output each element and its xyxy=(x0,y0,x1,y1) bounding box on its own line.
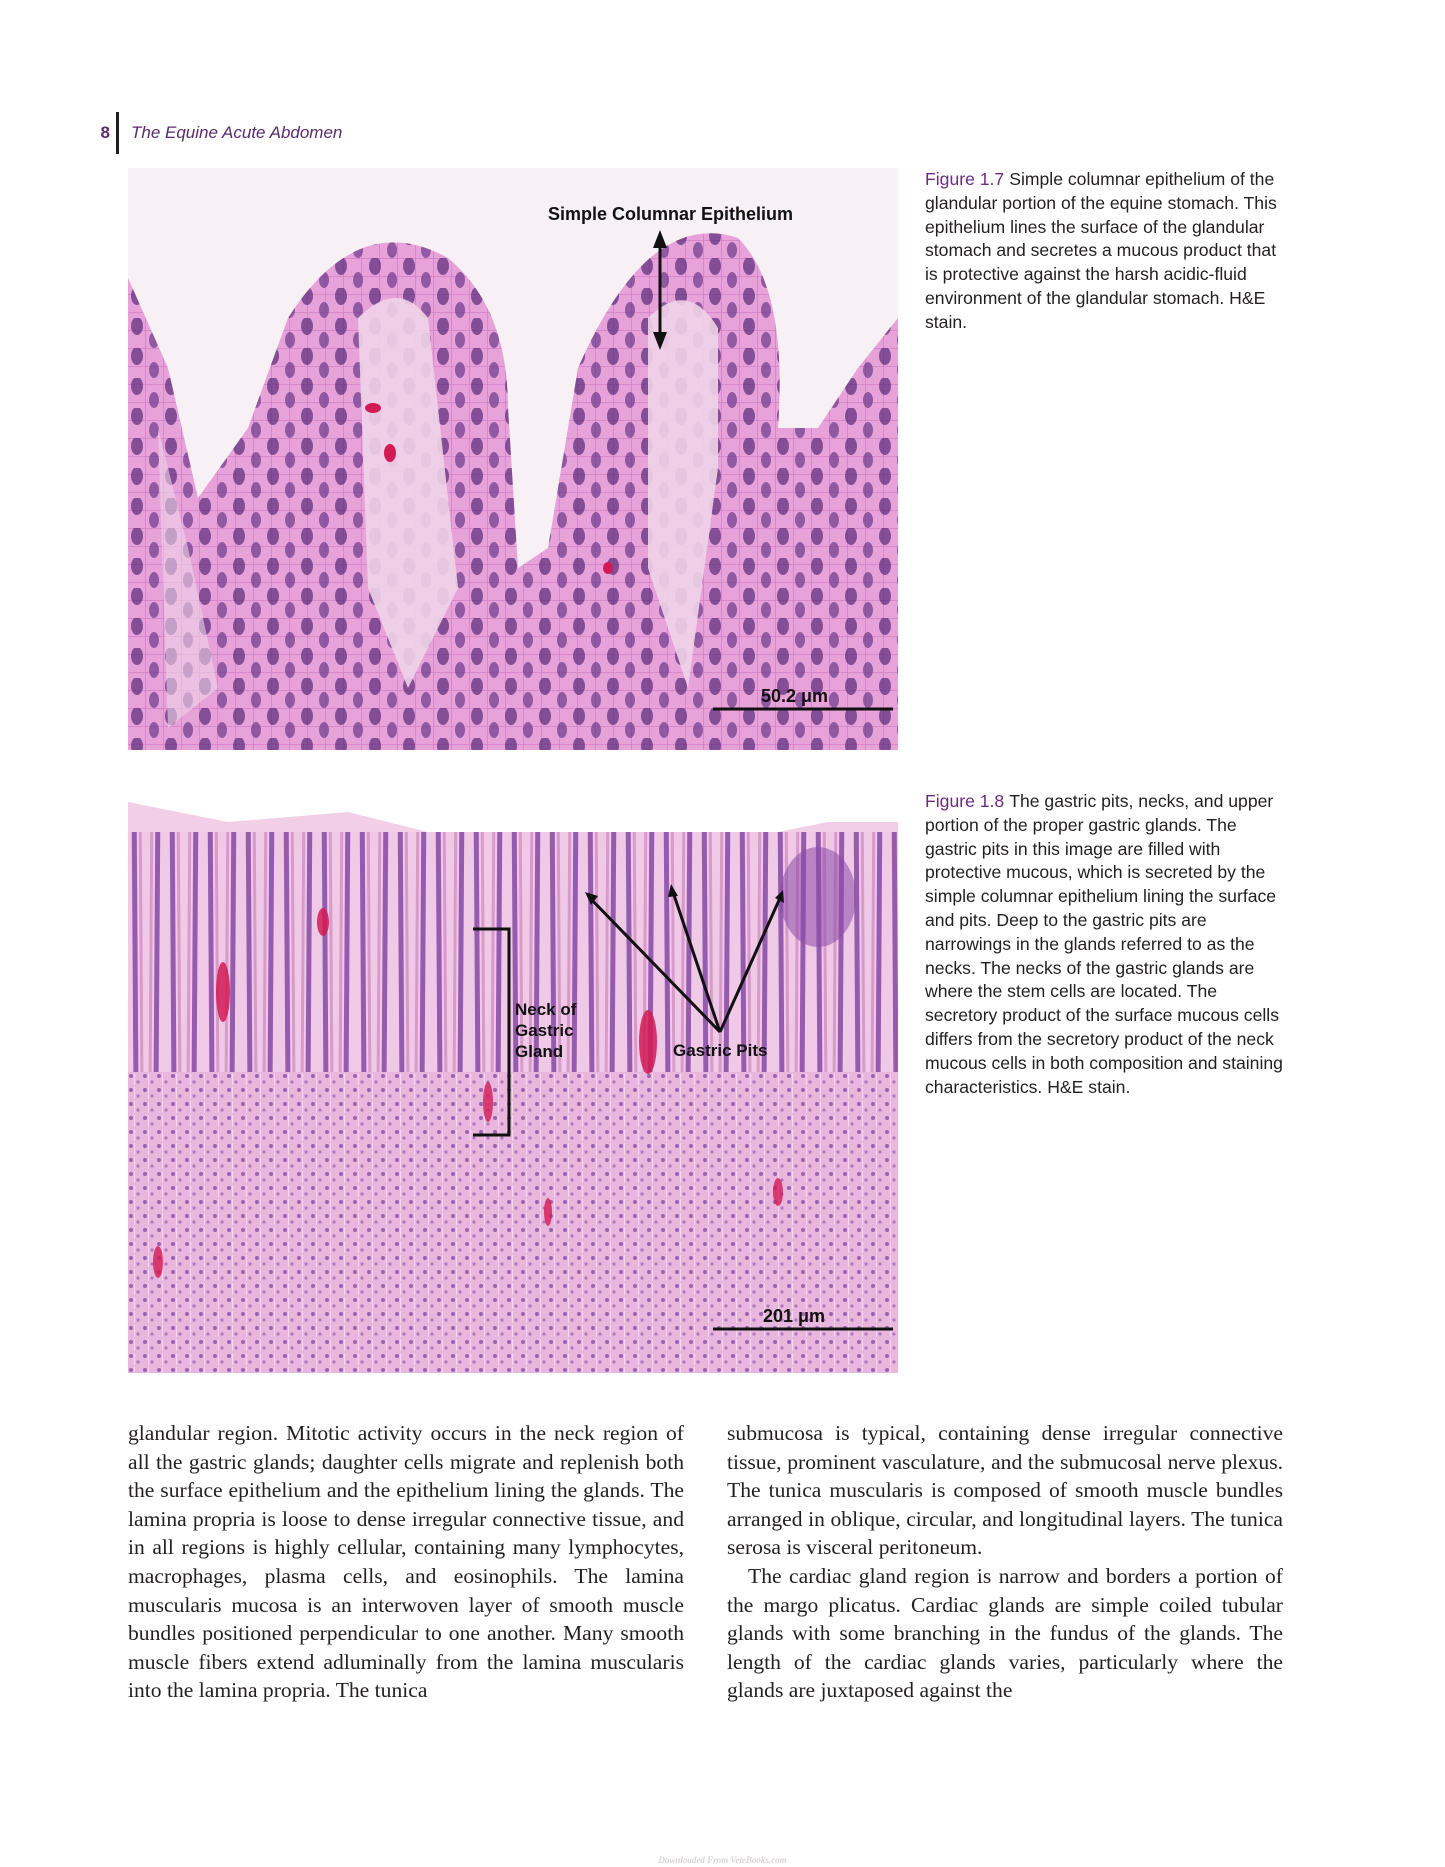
scale-bar-label-1: 50.2 μm xyxy=(761,686,829,706)
body-paragraph: glandular region. Mitotic activity occurs in the neck region of all the gastric glands; daughter cells migrate and replenish both the surface epithelium and the epithelium lining the glands. The lamina propria is loose to dense irregular connective tissue, and in all regions is highly cellular, containing many lymphocytes, macrophages, plasma cells, and eosinophils. The lamina muscularis mucosa is an interwoven layer of smooth muscle bundles positioned perpendicular to one another. Many smooth muscle fibers extend adluminally from the lamina muscularis into the lamina propria. The tunica xyxy=(128,1421,684,1703)
running-header xyxy=(96,112,342,154)
figure-label: Figure 1.8 xyxy=(925,791,1005,811)
figure-1-8-caption xyxy=(925,790,1290,1099)
pits-label: Gastric Pits xyxy=(673,1041,768,1060)
body-paragraph: submucosa is typical, containing dense irregular connective tissue, prominent vasculature, and the submucosal nerve plexus. The tunica muscularis is composed of smooth muscle bundles arranged in oblique, circular, and longitudinal layers. The tunica serosa is visceral peritoneum. xyxy=(727,1421,1283,1560)
neck-label-line-1: Neck of xyxy=(515,1000,577,1019)
body-column-right xyxy=(727,1419,1283,1705)
histology-micrograph-2 xyxy=(128,792,898,1373)
neck-label-line-2: Gastric xyxy=(515,1021,574,1040)
figure-1-8-image xyxy=(128,792,898,1373)
epithelium-annotation: Simple Columnar Epithelium xyxy=(548,204,794,224)
figure-label: Figure 1.7 xyxy=(925,169,1005,189)
header-rule xyxy=(116,112,119,154)
running-title: The Equine Acute Abdomen xyxy=(131,123,343,142)
page-number: 8 xyxy=(100,123,110,142)
neck-label-line-3: Gland xyxy=(515,1042,564,1061)
body-paragraph: The cardiac gland region is narrow and borders a portion of the margo plicatus. Cardiac glands are simple coiled tubular glands with some branching in the fundus of the glands. The length of the cardiac glands varies, particularly where the glands are juxtaposed against the xyxy=(727,1563,1283,1703)
figure-1-7-image xyxy=(128,168,898,750)
caption-text: Simple columnar epithelium of the glandular portion of the equine stomach. This epithelium lines the surface of the glandular stomach and secretes a mucous product that is protective against the harsh acidic-fluid environment of the glandular stomach. H&E stain. xyxy=(925,169,1277,332)
caption-text: The gastric pits, necks, and upper portion of the proper gastric glands. The gastric pits in this image are filled with protective mucous, which is secreted by the simple columnar epithelium lining the surface and pits. Deep to the gastric pits are narrowings in the glands referred to as the necks. The necks of the gastric glands are where the stem cells are located. The secretory product of the surface mucous cells differs from the secretory product of the neck mucous cells in both composition and staining characteristics. H&E stain. xyxy=(925,791,1283,1097)
histology-micrograph-1 xyxy=(128,168,898,750)
scale-bar-label-2: 201 μm xyxy=(763,1306,826,1326)
body-column-left xyxy=(128,1419,684,1705)
figure-1-7-caption xyxy=(925,168,1290,335)
download-watermark: Downloaded From VeteBooks.com xyxy=(658,1855,787,1865)
